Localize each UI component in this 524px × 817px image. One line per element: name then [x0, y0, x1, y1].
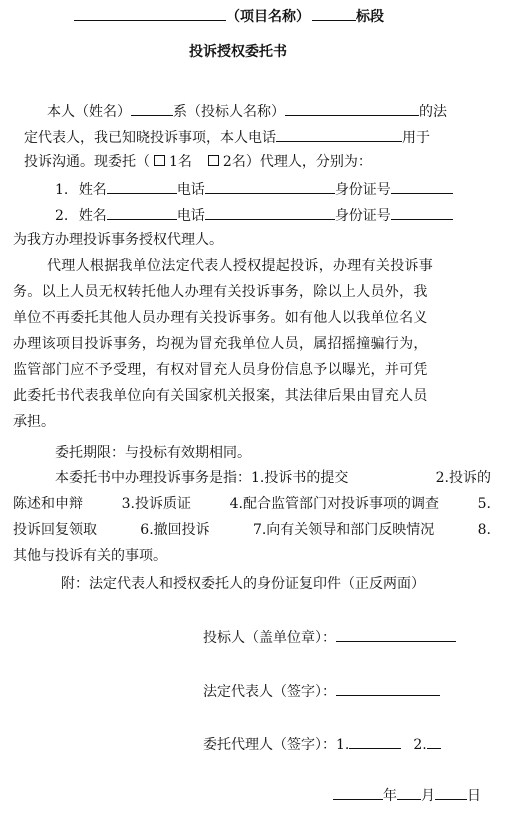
- agent-num: 2.: [55, 208, 69, 224]
- checkbox-1-agent[interactable]: [154, 155, 165, 166]
- agent-sign-2: 2.: [413, 737, 427, 753]
- agent-phone-label: 电话: [176, 208, 205, 224]
- scope-l2-d: 5.: [477, 496, 491, 512]
- agent-num: 1.: [55, 182, 69, 198]
- section-label: 标段: [356, 9, 384, 25]
- agent-sign-2-blank: [427, 733, 441, 749]
- project-name-blank: [74, 5, 226, 21]
- para2-line: 代理人根据我单位法定代表人授权提起投诉，办理有关投诉事: [47, 258, 434, 274]
- agent-sign-label: 委托代理人（签字）：: [203, 737, 336, 753]
- legal-rep-label: 法定代表人（签字）：: [203, 684, 336, 700]
- scope-l3-b: 6.撤回投诉: [140, 522, 210, 538]
- header-line: [74, 5, 384, 25]
- legal-rep-line: [203, 680, 440, 700]
- name-blank: [131, 100, 173, 116]
- day-blank: [435, 784, 467, 800]
- agent-id-label: 身份证号: [334, 182, 391, 198]
- month-label: 月: [421, 788, 435, 804]
- agent-sign-1-blank: [349, 733, 401, 749]
- section-blank: [312, 5, 356, 21]
- agent-name-label: 姓名: [78, 182, 107, 198]
- scope-l1-b: 2.投诉的: [435, 470, 491, 486]
- day-label: 日: [467, 788, 481, 804]
- agent-row-1: [55, 178, 453, 198]
- intro-line-2: [24, 126, 430, 146]
- scope-line-3: [13, 520, 491, 540]
- intro-l1-a: 本人（姓名）: [47, 104, 131, 120]
- intro-l3-a: 投诉沟通。现委托（: [24, 154, 150, 170]
- agent-row-2: [55, 204, 453, 224]
- intro-l3-b: 1名: [169, 154, 192, 170]
- scope-l3-a: 投诉回复领取: [13, 522, 97, 538]
- bidder-seal-label: 投标人（盖单位章）：: [203, 630, 336, 646]
- scope-l1-a: 本委托书中办理投诉事务是指：1.投诉书的提交: [55, 470, 349, 486]
- term-line: 委托期限：与投标有效期相同。: [55, 445, 251, 461]
- project-name-label: （项目名称）: [226, 9, 310, 25]
- agent-id-blank: [391, 178, 453, 194]
- legal-rep-blank: [336, 680, 440, 696]
- date-line: [333, 784, 481, 804]
- scope-line-2: [13, 494, 491, 514]
- bidder-seal-line: [203, 626, 456, 646]
- phone-blank: [276, 126, 402, 142]
- scope-line-4: 其他与投诉有关的事项。: [13, 548, 167, 564]
- agent-id-blank: [391, 204, 453, 220]
- para2-line: 此委托书代表我单位向有关国家机关报案，其法律后果由冒充人员: [13, 388, 428, 404]
- intro-l2-b: 用于: [402, 130, 430, 146]
- intro-l2-a: 定代表人，我已知晓投诉事项，本人电话: [24, 130, 276, 146]
- intro-line-1: [47, 100, 447, 120]
- scope-l3-c: 7.向有关领导和部门反映情况: [252, 522, 435, 538]
- intro-line-3: [24, 152, 372, 172]
- scope-l2-c: 4.配合监管部门对投诉事项的调查: [229, 496, 439, 512]
- agent-sign-1: 1.: [336, 737, 350, 753]
- authorize-line: 为我方办理投诉事务授权代理人。: [13, 232, 223, 248]
- agent-name-label: 姓名: [78, 208, 107, 224]
- para2-line: 监管部门应不予受理，有权对冒充人员身份信息予以曝光，并可凭: [13, 362, 428, 378]
- month-blank: [397, 784, 421, 800]
- agent-id-label: 身份证号: [334, 208, 391, 224]
- para2-line: 承担。: [13, 414, 55, 430]
- para2-line: 单位不再委托其他人员办理有关投诉事务。如有他人以我单位名义: [13, 310, 428, 326]
- bidder-seal-blank: [336, 626, 456, 642]
- scope-line-1: [55, 468, 491, 488]
- intro-l1-b: 系（投标人名称）: [173, 104, 285, 120]
- agent-phone-label: 电话: [176, 182, 205, 198]
- scope-l2-a: 陈述和申辩: [13, 496, 83, 512]
- agent-phone-blank: [205, 204, 335, 220]
- attachment-line: 附：法定代表人和授权委托人的身份证复印件（正反两面）: [61, 576, 425, 592]
- year-blank: [333, 784, 383, 800]
- agent-name-blank: [107, 204, 177, 220]
- scope-l2-b: 3.投诉质证: [121, 496, 191, 512]
- scope-l3-d: 8.: [477, 522, 491, 538]
- intro-l3-c: 2名）代理人，分别为：: [222, 154, 372, 170]
- bidder-name-blank: [285, 100, 419, 116]
- page-title: 投诉授权委托书: [189, 44, 287, 60]
- agent-phone-blank: [205, 178, 335, 194]
- year-label: 年: [383, 788, 397, 804]
- agent-name-blank: [107, 178, 177, 194]
- checkbox-2-agents[interactable]: [208, 155, 219, 166]
- para2-line: 务。以上人员无权转托他人办理有关投诉事务，除以上人员外，我: [13, 284, 428, 300]
- agent-sign-line: [203, 733, 441, 753]
- intro-l1-c: 的法: [419, 104, 447, 120]
- para2-line: 办理该项目投诉事务，均视为冒充我单位人员，属招摇撞骗行为，: [13, 336, 428, 352]
